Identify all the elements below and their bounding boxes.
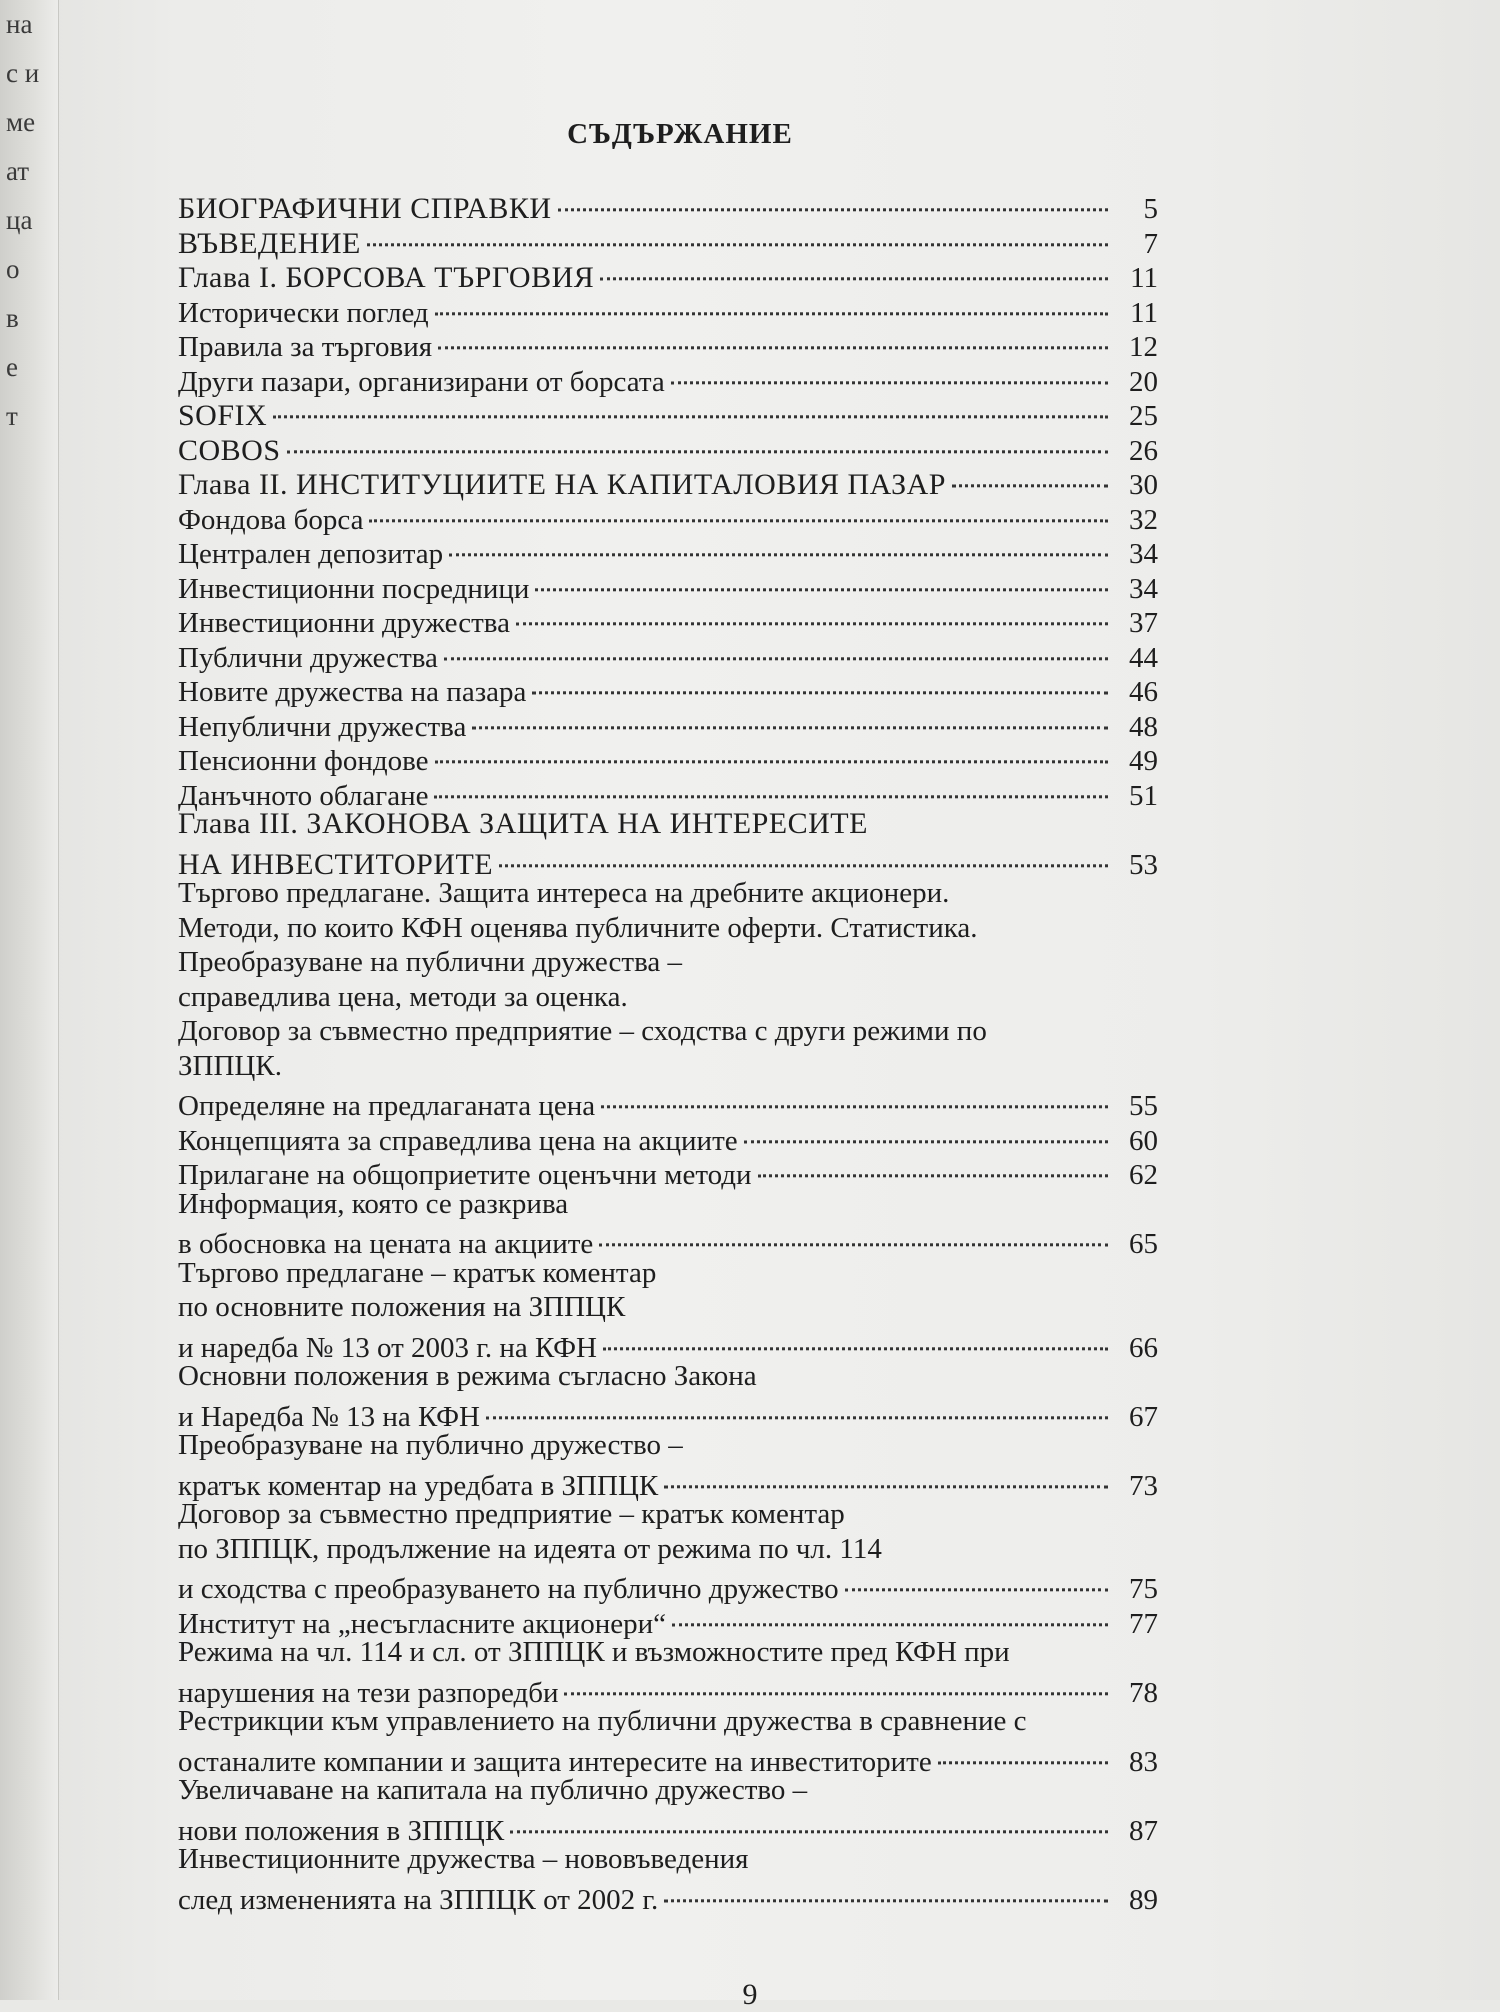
toc-entry[interactable] xyxy=(178,1428,1158,1502)
dot-leader xyxy=(758,1145,1108,1177)
toc-entry-line xyxy=(178,945,1158,980)
toc-entry[interactable] xyxy=(178,1635,1158,1709)
toc-entry-text: Методи, по които КФН оценява публичните оферти. Статистика. xyxy=(178,911,978,944)
toc-entry[interactable] xyxy=(178,1842,1158,1916)
edge-fragment: ме xyxy=(6,107,36,137)
dot-leader xyxy=(599,1214,1108,1246)
page-number: 9 xyxy=(742,1978,758,2011)
toc-entry-text: Инвестиционни посредници xyxy=(178,572,530,605)
toc-entry-line xyxy=(178,1014,1158,1049)
dot-leader xyxy=(444,628,1108,660)
dot-leader xyxy=(510,1801,1108,1833)
dot-leader xyxy=(744,1111,1108,1143)
toc-entry-text: Рестрикции към управлението на публични дружества в сравнение с xyxy=(178,1705,1027,1737)
toc-page-number: 25 xyxy=(1129,400,1158,432)
dot-leader xyxy=(486,1387,1108,1419)
dot-leader xyxy=(369,490,1108,522)
toc-entry-text: Глава II. ИНСТИТУЦИИТЕ НА КАПИТАЛОВИЯ ПАЗАР xyxy=(178,468,946,501)
toc-entry-text: ВЪВЕДЕНИЕ xyxy=(178,226,361,260)
toc-entry-text: нови положения в ЗППЦК xyxy=(178,1814,505,1847)
toc-page-number: 89 xyxy=(1129,1883,1158,1916)
dot-leader xyxy=(532,662,1108,694)
toc-page-number: 60 xyxy=(1129,1124,1158,1157)
toc-entry-line xyxy=(178,773,1158,812)
toc-page-number: 32 xyxy=(1129,503,1158,536)
toc-page-number: 7 xyxy=(1143,227,1158,260)
toc-entry[interactable] xyxy=(178,1256,1158,1364)
toc-entry[interactable] xyxy=(178,911,1158,946)
dot-leader xyxy=(671,352,1108,384)
dot-leader xyxy=(601,1076,1108,1108)
dot-leader xyxy=(938,1732,1108,1764)
toc-entry-line xyxy=(178,1152,1158,1191)
toc-page-number: 34 xyxy=(1129,538,1158,570)
toc-entry-text: Режима на чл. 114 и сл. от ЗППЦК и възможностите пред КФН при xyxy=(178,1636,1010,1668)
toc-entry-text: и наредба № 13 от 2003 г. на КФН xyxy=(178,1331,597,1364)
toc-page-number: 62 xyxy=(1129,1159,1158,1191)
dot-leader xyxy=(499,835,1108,867)
toc-page-number: 65 xyxy=(1129,1228,1158,1260)
toc-entry-text: Глава III. ЗАКОНОВА ЗАЩИТА НА ИНТЕРЕСИТЕ xyxy=(178,807,868,840)
toc-entry-text: Публични дружества xyxy=(178,641,438,674)
toc-page-number: 34 xyxy=(1129,572,1158,605)
toc-entry[interactable] xyxy=(178,1704,1158,1778)
toc-entry-line xyxy=(178,1601,1158,1640)
toc-page-number: 12 xyxy=(1129,331,1158,363)
toc-entry-text: Определяне на предлаганата цена xyxy=(178,1090,596,1122)
toc-entry[interactable] xyxy=(178,1014,1158,1083)
table-of-contents xyxy=(178,186,1158,1916)
toc-page-number: 87 xyxy=(1129,1814,1158,1847)
toc-entry-text: и сходства с преобразуването на публично дружество xyxy=(178,1573,839,1605)
toc-entry-text: Основни положения в режима съгласно Закона xyxy=(178,1360,757,1392)
toc-entry-text: нарушения на тези разпоредби xyxy=(178,1676,559,1709)
toc-entry-text: след измененията на ЗППЦК от 2002 г. xyxy=(178,1883,659,1916)
toc-entry[interactable] xyxy=(178,1497,1158,1605)
toc-page-number: 83 xyxy=(1129,1745,1158,1778)
dot-leader xyxy=(664,1456,1108,1488)
dot-leader xyxy=(434,766,1108,798)
toc-entry[interactable] xyxy=(178,1359,1158,1433)
toc-page-number: 48 xyxy=(1129,710,1158,743)
toc-entry-line xyxy=(178,842,1158,881)
toc-entry[interactable] xyxy=(178,1152,1158,1191)
toc-entry-line xyxy=(178,1221,1158,1260)
toc-entry-text: Преобразуване на публични дружества – xyxy=(178,946,683,978)
toc-entry-text: Инвестиционни дружества xyxy=(178,607,510,639)
toc-entry-text: Новите дружества на пазара xyxy=(178,676,527,708)
dot-leader xyxy=(603,1318,1108,1350)
toc-page-number: 77 xyxy=(1129,1607,1158,1640)
dot-leader xyxy=(287,421,1108,453)
toc-entry-text: НА ИНВЕСТИТОРИТЕ xyxy=(178,847,494,881)
toc-page-number: 37 xyxy=(1129,607,1158,639)
toc-entry-text: Инвестиционните дружества – нововъведения xyxy=(178,1843,749,1875)
dot-leader xyxy=(438,317,1108,349)
toc-entry[interactable] xyxy=(178,773,1158,812)
toc-entry-text: справедлива цена, методи за оценка. xyxy=(178,980,628,1013)
toc-entry-text: Преобразуване на публично дружество – xyxy=(178,1429,683,1461)
toc-entry-text: Непублични дружества xyxy=(178,710,467,743)
toc-entry-line xyxy=(178,1325,1158,1364)
toc-entry-text: Данъчното облагане xyxy=(178,779,429,812)
toc-entry-text: Увеличаване на капитала на публично дружество – xyxy=(178,1774,808,1806)
toc-page-number: 73 xyxy=(1129,1469,1158,1502)
toc-entry-text: Правила за търговия xyxy=(178,331,433,363)
dot-leader xyxy=(535,559,1108,591)
dot-leader xyxy=(672,1594,1108,1626)
edge-fragment: ат xyxy=(6,156,30,186)
toc-entry-text: Концепцията за справедлива цена на акциите xyxy=(178,1124,738,1157)
dot-leader xyxy=(472,697,1108,729)
toc-page-number: 30 xyxy=(1129,469,1158,501)
dot-leader xyxy=(845,1559,1108,1591)
toc-page-number: 75 xyxy=(1129,1573,1158,1605)
toc-entry-text: Фондова борса xyxy=(178,503,364,536)
edge-fragment: с и xyxy=(6,58,40,88)
toc-entry-text: Исторически поглед xyxy=(178,296,429,329)
toc-page-number: 5 xyxy=(1143,193,1158,225)
toc-entry-text: COBOS xyxy=(178,433,281,467)
toc-page-number: 11 xyxy=(1130,262,1158,294)
toc-entry-text: по основните положения на ЗППЦК xyxy=(178,1291,626,1323)
toc-page-number: 53 xyxy=(1129,848,1158,881)
edge-fragment: на xyxy=(6,9,33,39)
toc-entry-line xyxy=(178,1256,1158,1291)
toc-page-number: 49 xyxy=(1129,745,1158,777)
toc-entry-text: Търгово предлагане – кратък коментар xyxy=(178,1256,657,1289)
dot-leader xyxy=(952,455,1108,487)
toc-page-number: 11 xyxy=(1130,296,1158,329)
toc-entry-line xyxy=(178,1739,1158,1778)
toc-entry-line xyxy=(178,1877,1158,1916)
toc-entry-line xyxy=(178,1497,1158,1532)
toc-entry[interactable] xyxy=(178,1773,1158,1847)
toc-entry-text: Търгово предлагане. Защита интереса на дребните акционери. xyxy=(178,877,950,909)
dot-leader xyxy=(600,248,1108,280)
toc-page-number: 66 xyxy=(1129,1331,1158,1364)
dot-leader xyxy=(435,283,1108,315)
edge-fragment: ца xyxy=(6,205,33,235)
toc-entry-text: Пенсионни фондове xyxy=(178,745,429,777)
toc-entry[interactable] xyxy=(178,945,1158,1014)
toc-page-number: 55 xyxy=(1129,1090,1158,1122)
toc-page-number: 26 xyxy=(1129,434,1158,467)
edge-fragment: е xyxy=(6,352,18,382)
toc-entry-text: Централен депозитар xyxy=(178,538,444,570)
toc-entry-line xyxy=(178,876,1158,911)
toc-entry-text: в обосновка на цената на акциите xyxy=(178,1228,594,1260)
toc-page-number: 44 xyxy=(1129,641,1158,674)
toc-entry-line xyxy=(178,980,1158,1015)
dot-leader xyxy=(273,386,1108,418)
toc-entry[interactable] xyxy=(178,1187,1158,1260)
toc-entry-text: Глава I. БОРСОВА ТЪРГОВИЯ xyxy=(178,261,595,294)
toc-entry-text: ЗППЦК. xyxy=(178,1049,282,1082)
toc-entry[interactable] xyxy=(178,876,1158,911)
toc-entry-text: Договор за съвместно предприятие – кратък коментар xyxy=(178,1498,845,1530)
toc-entry-text: Прилагане на общоприетите оценъчни методи xyxy=(178,1159,752,1191)
toc-entry-line xyxy=(178,1670,1158,1709)
page-title: СЪДЪРЖАНИЕ xyxy=(567,118,793,150)
dot-leader xyxy=(664,1870,1108,1902)
toc-entry-text: Договор за съвместно предприятие – сходства с други режими по xyxy=(178,1015,987,1047)
toc-entry-line xyxy=(178,1394,1158,1433)
dot-leader xyxy=(516,593,1108,625)
dot-leader xyxy=(435,731,1109,763)
toc-page-number: 78 xyxy=(1129,1676,1158,1709)
toc-entry-text: Други пазари, организирани от борсата xyxy=(178,365,665,398)
toc-entry-text: БИОГРАФИЧНИ СПРАВКИ xyxy=(178,192,552,225)
toc-entry-text: и Наредба № 13 на КФН xyxy=(178,1400,480,1433)
edge-fragment: т xyxy=(6,401,18,431)
toc-entry-text: по ЗППЦК, продължение на идеята от режима по чл. 114 xyxy=(178,1532,882,1565)
dot-leader xyxy=(558,179,1108,211)
toc-page-number: 67 xyxy=(1129,1400,1158,1433)
edge-fragment: о xyxy=(6,254,20,284)
toc-entry-line xyxy=(178,911,1158,946)
dot-leader xyxy=(449,524,1108,556)
toc-entry-text: Информация, която се разкрива xyxy=(178,1187,569,1220)
toc-entry-text: останалите компании и защита интересите на инвеститорите xyxy=(178,1745,932,1778)
toc-entry[interactable] xyxy=(178,807,1158,881)
toc-entry-text: кратък коментар на уредбата в ЗППЦК xyxy=(178,1469,659,1502)
toc-entry-text: Институт на „несъгласните акционери“ xyxy=(178,1607,666,1640)
toc-page-number: 51 xyxy=(1129,779,1158,812)
edge-fragment: в xyxy=(6,303,19,333)
dot-leader xyxy=(367,214,1108,246)
toc-entry-line xyxy=(178,1808,1158,1847)
dot-leader xyxy=(564,1663,1108,1695)
toc-entry[interactable] xyxy=(178,1601,1158,1640)
toc-entry-text: SOFIX xyxy=(178,399,268,432)
toc-page-number: 20 xyxy=(1129,365,1158,398)
left-page-text-fragments xyxy=(6,0,66,441)
toc-page-number: 46 xyxy=(1129,676,1158,708)
toc-entry-line xyxy=(178,1463,1158,1502)
